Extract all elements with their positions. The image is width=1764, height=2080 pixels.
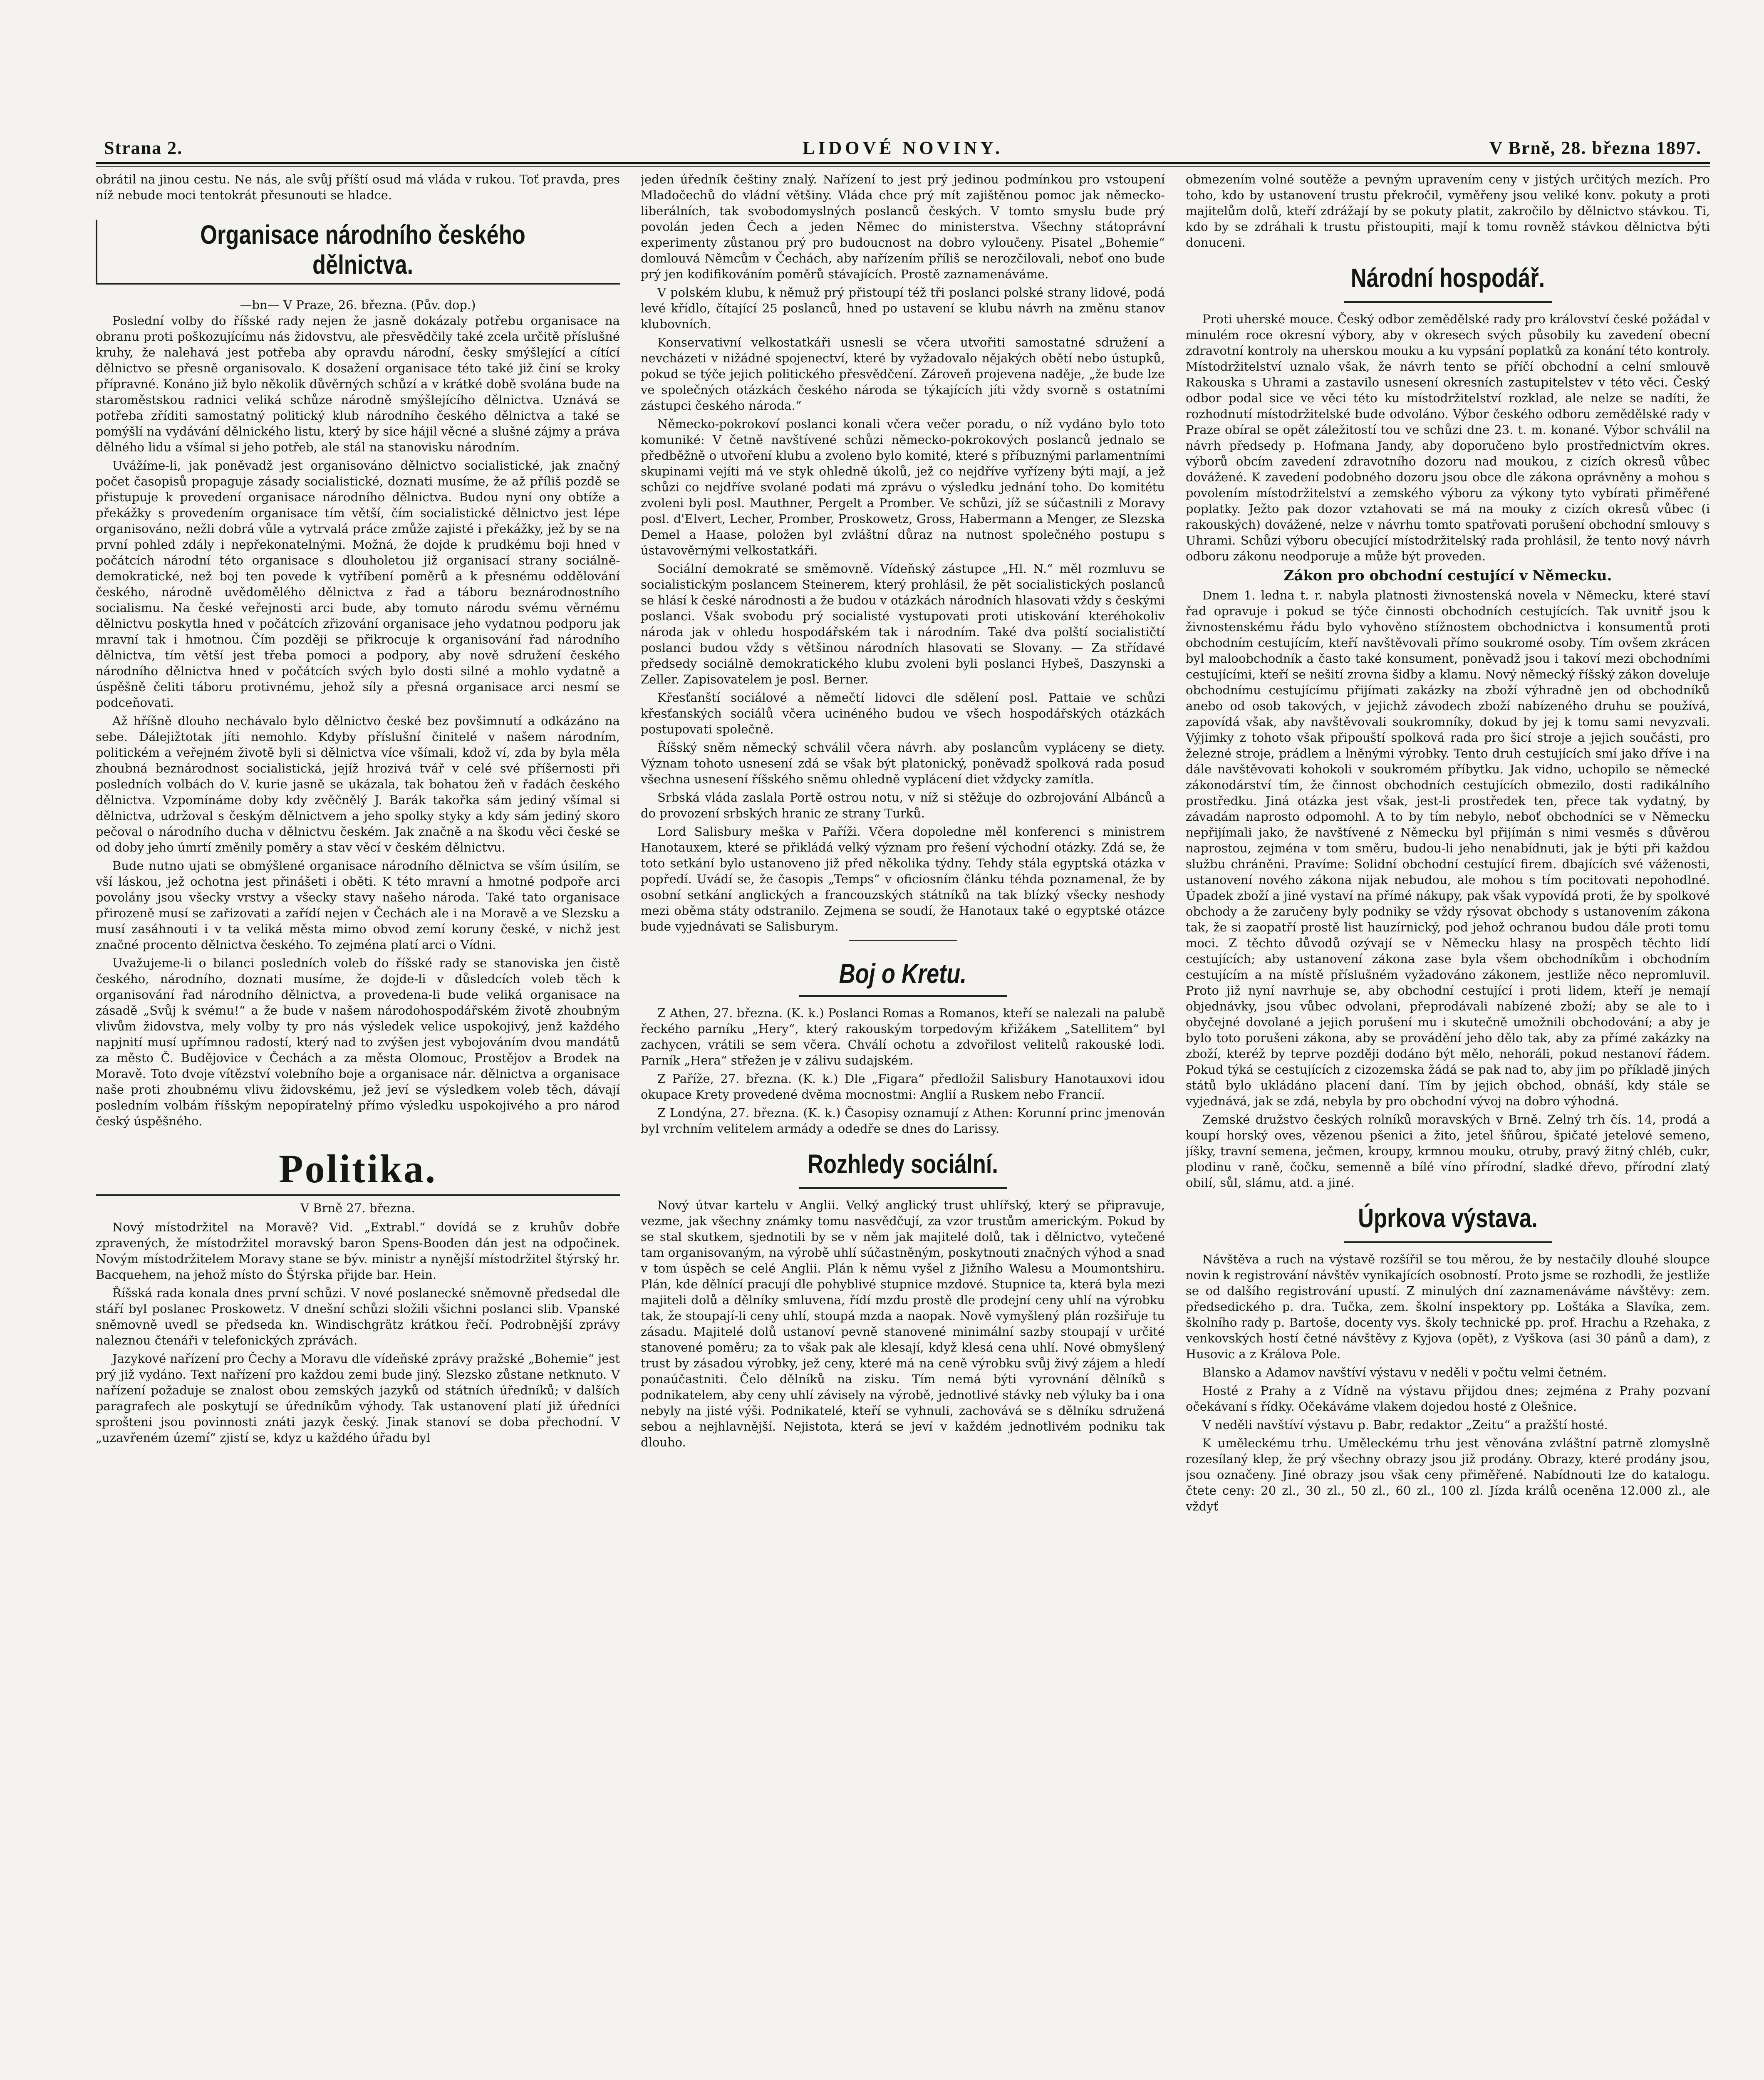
headline-line-2: dělnictva.	[312, 250, 414, 280]
paragraph: Poslední volby do říšské rady nejen že jasně dokázaly potřebu organisace na obranu proti poškozujícímu nás židovstvu, ale přesvědčily také zcela určitě příslušné kruhy, že nalehavá jest potřeba aby opravdu národní, česky smýšlející a cítící dělnictvo se přesně organisovalo. K dosažení organisace této také již činí se kroky přípravné. Konáno již bylo několik důvěrných schůzí a v krátké době svolána bude na staroměstskou radnici veliká schůze národně smýšlejícího dělnictva. Uznává se potřeba zříditi samostatný politický klub národního českého dělnictva a také se pomýšlí na vydávání dělnického listu, který by sice hájil věcné a slušné zájmy a práva dělného lidu a všímal si jeho potřeb, ale stál na stanovisku národním.	[96, 314, 620, 454]
header-rule-thin	[96, 166, 1710, 167]
headline-organisace	[96, 220, 620, 285]
paragraph: Jazykové nařízení pro Čechy a Moravu dle vídeňské zprávy pražské „Bohemie“ jest prý již vydáno. Text nařízení pro každou zemi bude jiný. Slezsko zůstane netknuto. V nařízení požaduje se znalost obou zemských jazyků od státních úředníků; v dalších paragrafech ale poskytují se úředníkům výhody. Tak ustanovení platí již úředníci sprošteni jsou povinnosti znáti jazyk český. Jinak stanoví se doba přechodní. V „uzavřeném území“ zjistí se, kdyz u každého úřadu byl	[96, 1352, 620, 1445]
paragraph: Sociální demokraté se směmovně. Vídeňský zástupce „Hl. N.“ měl rozmluvu se socialistickým poslancem Steinerem, který prohlásil, že pět socialistických poslanců se hlásí k české národnosti a že budou v otázkách národních hlasovati vždy s českými poslanci. Však svobodu prý socialisté vystupovati proti utiskování kteréhokoliv národa jak v ohledu hospodářském tak i národním. Také dva polští socialističtí poslanci budou vždy s většinou národních hlasovati se Slovany. — Za střídavé předsedy sociálně demokratického klubu zvoleni byli poslanci Hybeš, Daszynski a Zeller. Zapisovatelem je posl. Berner.	[641, 562, 1165, 686]
paragraph: K uměleckému trhu. Uměleckému trhu jest věnována zvláštní patrně zlomyslně rozesílaný klep, že prý všechny obrazy jsou již prodány. Obrazy, které prodány jsou, jsou označeny. Jiné obrazy jsou však ceny přiměřené. Nabídnouti lze do katalogu. čtete ceny: 20 zl., 30 zl., 50 zl., 60 zl., 100 zl. Jízda králů oceněna 12.000 zl., ale vždyť	[1186, 1436, 1710, 1513]
paragraph: Říšský sněm německý schválil včera návrh. aby poslancům vypláceny se diety. Význam tohoto usnesení zdá se však být platonický, poněvadž spolková rada posud všechna usnesení říšského sněmu ohledně vyplácení diet vždycky zamítla.	[641, 740, 1165, 786]
newspaper-page	[96, 133, 1710, 2080]
paragraph: Dnem 1. ledna t. r. nabyla platnosti živnostenská novela v Německu, které staví řad opravuje i pokud se týče činnosti obchodních cestujících. Tak uvnitř jsou k živnostenskému řádu bylo vyhověno stížnostem obchodnictva i konsumentů proti obchodním cestujícím, kteří navštěvovali přímo soukromé osoby. Tím ovšem zkrácen byl maloobchodník a často také konsument, poněvadž jsou i takoví mezi obchodními cestujícími, kteří se nešití zrovna šidby a klamu. Nový německý říšský zákon doveluje obchodnímu cestujícímu přijímati zakázky na zboží výhradně jen od obchodníků anebo od osob takových, v jejichž závodech zboží nabízeného druhu se používá, zapovídá však, aby navštěvovali soukromníky, dokud by jej k tomu sami nevyzvali. Výjimky z tohoto však připouští spolková rada pro šicí stroje a jejich součásti, pro železné stroje, prádlem a lněnými výrobky. Tento druh cestujících smí jako dříve i na dále navštěvovati kohokoli v soukromém příbytku. Jak vidno, uchopilo se německé zákonodárství tím, že činnost obchodních cestujících obmezilo, dosti radikálního prostředku. Jiná otázka jest však, jest-li prostředek ten, přece tak vydatný, by závadám naprosto odpomohl. A to by tím nebylo, neboť obchodníci se v Německu nepřijímali jako, že navštívené z Německu byl přijímán s nimi vesměs s důvěrou naprostou, zejména v tom směru, budou-li jeho nenabídnuti, jak je býti při každou službu chráněni. Pravíme: Solidní obchodní cestující firem. dbajících své váženosti, ustanovení nového zákona nijak nebudou, ale mohou s tím pocitovati nepohodlné. Úpadek zboží a jiné vystaví na přímé nákupy, pak však vypovídá proti, že by spolkové obchody a že zaručeny byly podniky se vždy rýsovat obchody s ustanovením zákona tak, že si zaopatří prostě list hauzírnický, pod jehož ochranou budou dále proti tomu moci. Z těchto důvodů ozývají se v Německu hlasy na prospěch těchto lidí cestujících; aby ustanovení zákona zase byla všem obchodníkům i obchodním cestujícím a na místě příslušném vyžadováno zákonem, jestliže něco nepromluvil. Proto již nyní navrhuje se, aby obchodní cestující i proti lidem, kteří je nemají objednávky, jsou vůbec odvolani, přeprodávali nabízené zboží; aby se ale to i obyčejné dovolané a jejich porušení mu i skutečně umožnili obchodování; a aby je bylo toto porušeni zákona, aby se provádění jeho dělo tak, aby za přímé zakázky na zboží, kteréž by teprve později dodáno být mělo, nehoráli, pokud nestanoví řádem. Pokud týká se cestujících z cizozemska žádá se pak nad to, aby jim po příkladě jiných států bylo ukládáno placení daní. Tím by jejich obchod, obnáší, kdy stále se vyjednává, jak se zdá, nebyla by pro obchodní vývoj na dobro výhodná.	[1186, 588, 1710, 1108]
paragraph: Proti uherské mouce. Český odbor zemědělské rady pro království české požádal v minulém roce okresní výbory, aby v okresech svých působily ku zavedení obecní zdravotní kontroly na uherskou mouku a ku vypsání poplatků za konání této kontroly. Místodržitelství uznalo však, že návrh tento se příčí obchodní a celní smlouvě Rakouska s Uhrami a zastavilo usnesení okresních zastupitelstev v této věci. Český odbor podal sice ve věci této ku místodržitelství rozklad, ale nelze se nadíti, že rozhodnutí místodržitelské bude odvoláno. Výbor českého odboru zemědělské rady v Praze obíral se opět záležitostí tou ve schůzi dne 23. t. m. konané. Výbor schválil na návrh předsedy p. Hofmana Jandy, aby doporučeno bylo prostřednictvím okres. výborů obcím zavedení zdravotního dozoru nad moukou, z cizích okresů vůbec dovážené. K zavedení podobného dozoru jsou obce dle zákona oprávněny a mohou s povolením místodržitelství a zemského výboru za výkony tyto vybírati přiměřené poplatky. Ježto pak dozor vztahovati se má na mouky z cizích okresů vůbec (i rakouských) dovážené, nelze v návrhu tomto spatřovati porušení obchodní smlouvy s Uhrami. Schůzi výboru obecující místodržitelský rada prohlásil, že tento nový návrh odboru zákonu neodporuje a může být proveden.	[1186, 312, 1710, 563]
title-underline	[799, 1187, 1007, 1189]
column-1	[96, 171, 620, 2080]
paragraph: Z Paříže, 27. března. (K. k.) Dle „Figara“ předložil Salisbury Hanotauxovi idou okupace Krety provedené dvěma mocnostmi: Anglií a Ruskem nebo Francií.	[641, 1072, 1165, 1102]
title-underline	[1344, 301, 1552, 303]
paragraph: V polském klubu, k němuž prý přistoupí též tři poslanci polské strany lidové, podá levé křídlo, čítající 25 poslanců, hned po ustavení se klubu návrh na změnu stanov klubovních.	[641, 285, 1165, 331]
article-byline: —bn— V Praze, 26. března. (Pův. dop.)	[240, 298, 476, 312]
paragraph: Z Londýna, 27. března. (K. k.) Časopisy oznamují z Athen: Korunní princ jmenován byl vrchním velitelem armády a odedře se dnes do Larissy.	[641, 1106, 1165, 1136]
paragraph: obmezením volné soutěže a pevným upravením ceny v jistých určitých mezích. Pro toho, kdo by ustanovení trustu překročil, vyměřeny jsou veliké konv. pokuty a proti majitelům dolů, kteří zdrážají by se pokuty platit, zakročilo by dělnictvo stávkou. Ti, kdo by se zdráhali k trustu přistoupiti, mají k tomu rovněž stávkou dělnictva býti donuceni.	[1186, 172, 1710, 250]
title-underline	[799, 995, 1007, 997]
paragraph: Bude nutno ujati se obmýšlené organisace národního dělnictva se vším úsilím, se vší láskou, jež ochotna jest přinášeti i oběti. K této mravní a hmotné podpoře arci povolány jsou všecky vrstvy a všecky stavy našeho národa. Také tato organisace přirozeně musí se zařizovati a zařídí nejen v Čechách ale i na Moravě a ve Slezsku a musí zasáhnouti i v ta veliká města mimo obvod zemí koruny české, v nichž jest značné procento dělnictva českého. To zejména platí arci o Vídni.	[96, 859, 620, 952]
page-header	[96, 133, 1710, 158]
issue-dateline: V Brně, 28. března 1897.	[1489, 138, 1702, 158]
paragraph: Konservativní velkostatkáři usnesli se včera utvořiti samostatné sdružení a nevcházeti v nižádné spojenectví, které by vyžadovalo nějakých obětí nebo ústupků, pokud se týče jejich politického přesvědčení. Zároveň projevena naděje, „že bude lze ve společných otázkách českého národa se týkajících jíti vždy svorně s ostatními zástupci českého národa.“	[641, 335, 1165, 413]
page-number: Strana 2.	[104, 138, 183, 158]
header-rule	[96, 162, 1710, 164]
paragraph: Německo-pokrokoví poslanci konali včera večer poradu, o níž vydáno bylo toto komuniké: V četně navštívené schůzi německo-pokrokových poslanců jednalo se předběžně o utvoření klubu a zvoleno bylo komité, které s příbuznými parlamentními skupinami vejíti má ve styk ohledně úkolů, jež co nejdříve vyřízeny býti mají, a jež schůzi co nejdříve svolané podati má zprávu o výsledku jednání toho. Do komitétu zvoleni byli posl. Mauthner, Pergelt a Promber. Ve schůzi, jíž se súčastnili z Moravy posl. d'Elvert, Lecher, Promber, Proskowetz, Gross, Habermann a Menger, ze Slezska Demel a Haase, položen byl zvláštní důraz na nutnost společného postupu s ústavověrnými velkostatkáři.	[641, 417, 1165, 557]
section-title-narodni-hospodar: Národní hospodář.	[1350, 263, 1545, 293]
section-title-urpkova-vystava: Úprkova výstava.	[1358, 1203, 1538, 1233]
paragraph: Uvažujeme-li o bilanci posledních voleb do říšské rady se stanoviska jen čistě českého, národního, doznati musíme, že dojde-li v důsledcích voleb těch k organisování řad národního dělnictva, a provedena-li bude veliká organisace na zásadě „Svůj k svému!“ a že bude v našem národohospodářském životě zhoubným vlivům židovstva, mely volby ty pro nás výsledek velice uspokojivý, jenž každého napjnití musí upřímnou radostí, který nad to zvýšen jest vybojováním dvou mandátů za město Č. Budějovice v Čechách a za města Olomouc, Prostějov a Brodek na Moravě. Toto dvoje vítězství volebního boje a organisace nár. dělnictva a organisace naše proti zhoubnému vlivu židovskému, jež jeví se výsledkem voleb těch, dávají posledním volbám říšským nepopíratelný přímo výsledku uspokojivého a pro národ český úspěšného.	[96, 956, 620, 1128]
column-3	[1186, 171, 1710, 2080]
masthead: LIDOVÉ NOVINY.	[802, 138, 1003, 158]
section-title-boj-o-kretu: Boj o Kretu.	[839, 958, 967, 989]
headline-line-1: Organisace národního českého	[200, 220, 525, 250]
paragraph: Z Athen, 27. března. (K. k.) Poslanci Romas a Romanos, kteří se nalezali na palubě řeckého parníku „Hery“, který rakouským torpedovým křižákem „Satellitem“ byl zachycen, vrátili se sem včera. Chválí ochotu a zdvořilost velitelů rakouské lodi. Parník „Hera“ střežen je v zálivu sudajském.	[641, 1006, 1165, 1067]
subheading-zakon: Zákon pro obchodní cestující v Německu.	[1283, 567, 1612, 584]
paragraph: Lord Salisbury meška v Paříži. Včera dopoledne měl konferenci s ministrem Hanotauxem, které se přikládá velký význam pro řešení východní otázky. Zdá se, že toto setkání bylo ustanoveno již před několika týdny. Tehdy stála egyptská otázka v popředí. Uvádí se, že časopis „Temps“ v oficiosním článku téhda poznamenal, že by osobní setkání anglických a francouzských státníků na tak blízký všecky neshody mezi oběma státy odstranilo. Zejmena se soudí, že Hanotaux také o egyptské otázce bude vyjednávati se Salisburym.	[641, 825, 1165, 934]
section-divider	[849, 940, 957, 941]
paragraph: Nový útvar kartelu v Anglii. Velký anglický trust uhlířský, který se připravuje, vezme, jak všechny známky tomu nasvědčují, za vzor trustům americkým. Pokud by se stal skutkem, sjednotili by se v něm jak majitelé dolů, tak i dělnictvo, vytečené tam organisovaným, na výrobě uhlí súčastněným, poskytnouti značných výhod a snad v tom úspěch se celé Anglii. Plán k němu vyšel z Jižního Walesu a Moumontshiru. Plán, kde dělnící pracují dle pohyblivé stupnice mzdové. Stupnice ta, která byla mezi majiteli dolů a dělníky smluvena, řídí mzdu prostě dle prodejní ceny uhlí na výrobku tak, že stoupají-li ceny uhlí, stoupá mzda a naopak. Nově vymyšlený plán rozšiřuje tu zásadu. Majitelé dolů ustanoví pevně stanovené minimální sazby stoupají v určité stanovené poměru; za to však pak ale klesají, když klesá cena uhlí. Nové obmyšlený trust by zásadou výrobky, jež ceny, které má na ceně výrobku svůj živý zájem a hledí ponaúčastniti. Čelo dělníků na zisku. Tím nemá býti vyrovnání dělníků s podnikatelem, aby ceny uhlí závisely na výrobě, jednotlivé stávky neb výluky ba i ona nebyly na jisté výši. Podnikatelé, kteří se vyhnuli, zachovává se s dělníku sdružená sebou a nejhlavnější. Nejistota, která se jeví v každém jednotlivém podniku tak dlouho.	[641, 1198, 1165, 1449]
title-underline	[1344, 1241, 1552, 1243]
paragraph: Návštěva a ruch na výstavě rozšířil se tou měrou, že by nestačily dlouhé sloupce novin k registrování návštěv vynikajících osobností. Proto jsme se rozhodli, že jestliže se od dalšího registrování upustí. Z minulých dní zaznamenáváme návštěvy: zem. předsedického p. dra. Tučka, zem. školní inspektory pp. Loštáka a Slavíka, zem. školního rady p. Bartoše, docenty vys. školy technické pp. prof. Hrachu a Rzehaka, z venkovských hostí četné návštěvy z Kyjova (opět), z Vyškova (asi 30 pánů a dam), z Husovic a z Králova Pole.	[1186, 1252, 1710, 1361]
paragraph: V neděli navštíví výstavu p. Babr, redaktor „Zeitu“ a pražští hosté.	[1202, 1418, 1608, 1432]
column-2	[641, 171, 1165, 2080]
article-continuation: obrátil na jinou cestu. Ne nás, ale svůj příští osud má vláda v rukou. Toť pravda, pres níž nebude moci tentokrát přesunouti se hladce.	[96, 172, 620, 202]
paragraph: Hosté z Prahy a z Vídně na výstavu přijdou dnes; zejména z Prahy pozvaní očekávaní s řídky. Očekáváme vlakem dojedou hosté z Olešnice.	[1186, 1384, 1710, 1414]
section-title-politika: Politika.	[96, 1146, 620, 1196]
paragraph: Říšská rada konala dnes první schůzi. V nové poslanecké sněmovně předsedal dle stáří byl poslanec Proskowetz. V dnešní schůzi složili všichni poslanci slib. Vpanské sněmovně uvedl se předseda kn. Windischgrätz krátkou řečí. Podrobnější zprávy naleznou čtenáři v telefonických zprávách.	[96, 1286, 620, 1347]
paragraph: Až hříšně dlouho nechávalo bylo dělnictvo české bez povšimnutí a odkázáno na sebe. Dálejižtotak jíti nemohlo. Kdyby příslušní činitelé v našem národním, politickém a veřejném životě byli si dělnictva více všímali, kdož ví, zda by byla měla zhoubná beznárodnost socialistická, jejíž hrozivá tvář v celé své příšernosti při posledních volbách do V. kurie jasně se ukázala, tak bohatou žeň v řadách českého dělnictva. Vzpomínáme doby kdy zvěčnělý J. Barák takořka sám jediný všímal si dělnictva, udržoval s českým dělnictvem a jeho spolky styky a kdy sám jediný skoro pečoval o národního ducha v dělnictvu českém. Jak značně a na škodu věci české se od doby jeho úmrtí změnily poměry a stav věcí v českém dělnictvu.	[96, 714, 620, 854]
section-title-rozhledy: Rozhledy sociální.	[808, 1149, 998, 1179]
paragraph: Blansko a Adamov navštíví výstavu v neděli v počtu velmi četném.	[1202, 1365, 1607, 1379]
paragraph: Zemské družstvo českých rolníků moravských v Brně. Zelný trh čís. 14, prodá a koupí horský oves, vězenou pšenici a žito, jetel šňůrou, špičaté jetelové semeno, jíšky, travní semena, ječmen, kroupy, krmnou mouku, otruby, pravý žitný chléb, cukr, plodinu v raně, čočku, semenně a bílé víno přírodní, sladké dřevo, přírodní zlatý obilí, sůl, slámu, atd. a jiné.	[1186, 1112, 1710, 1190]
section-dateline: V Brně 27. března.	[300, 1201, 415, 1215]
columns	[96, 171, 1710, 2080]
paragraph: Nový místodržitel na Moravě? Vid. „Extrabl.“ dovídá se z kruhův dobře zpravených, že místodržitel moravský baron Spens-Booden dán jest na odpočinek. Novým místodržitelem Moravy stane se býv. ministr a nynější místodržitel štýrský hr. Bacquehem, na jehož místo do Štýrska přijde bar. Hein.	[96, 1220, 620, 1282]
paragraph: Srbská vláda zaslala Portě ostrou notu, v níž si stěžuje do ozbrojování Albánců a do provození srbských hranic ze strany Turků.	[641, 790, 1165, 820]
paragraph: Uvážíme-li, jak poněvadž jest organisováno dělnictvo socialistické, jak značný počet časopisů propaguje zásady socialistické, doznati musíme, že až příliš pozdě se přistupuje k provedení organisace národního dělnictva. Budou nyní ony obtíže a překážky s provedením organisace tím větší, čím socialistické dělnictvo jest lépe organisováno, nežli dobrá vůle a vytrvalá práce zmůže zajisté i překážky, jež by se na první pohled zdály i nepřekonatelnými. Možná, že dojde k prudkému boji hned v počátcích národní této organisace s dlouholetou již organisací strany sociálně-demokratické, než boj ten povede k vytříbení poměrů a k přesnému oddělování českého, národně uvědomělého dělnictva z řad a táboru beznárodnostního socialismu. Na české veřejnosti arci bude, aby tomuto národu svému věrnému dělnictvu poskytla hned v počátcích zřizování organisace jeho vydatnou podporu jak mravní tak i hmotnou. Čím později se přikrocuje k organisování řad národního dělnictva, tím větší jest třeba pomoci a podpory, aby nově sdružení českého národního dělnictva hned v počátcích svých bylo dosti silné a mohlo vydatně a úspěšně čeliti táboru protivnému, jehož síly a přesná organisace arci nesmí se podceňovati.	[96, 458, 620, 710]
paragraph: jeden úředník češtiny znalý. Nařízení to jest prý jedinou podmínkou pro vstoupení Mladočechů do vládní většiny. Vláda chce prý mít zajištěnou pomoc jak německo-liberálních, tak svobodomyslných poslanců českých. V tomto smyslu bude prý povolán jeden Čech a jeden Němec do ministerstva. Všechny státoprávní experimenty zůstanou prý pro budoucnost na dobro vyloučeny. Pisatel „Bohemie“ domlouvá Němcům v Čechách, aby nařízením příliš se nerozčilovali, neboť ono bude prý jen kodifikováním poměrů stávajících. Prostě zaznamenáváme.	[641, 172, 1165, 281]
paragraph: Křesťanští sociálové a němečtí lidovci dle sdělení posl. Pattaie ve schůzi křesťanských sociálů včera ucinéného budou ve všech hospodářských otázkách postupovati společně.	[641, 691, 1165, 736]
